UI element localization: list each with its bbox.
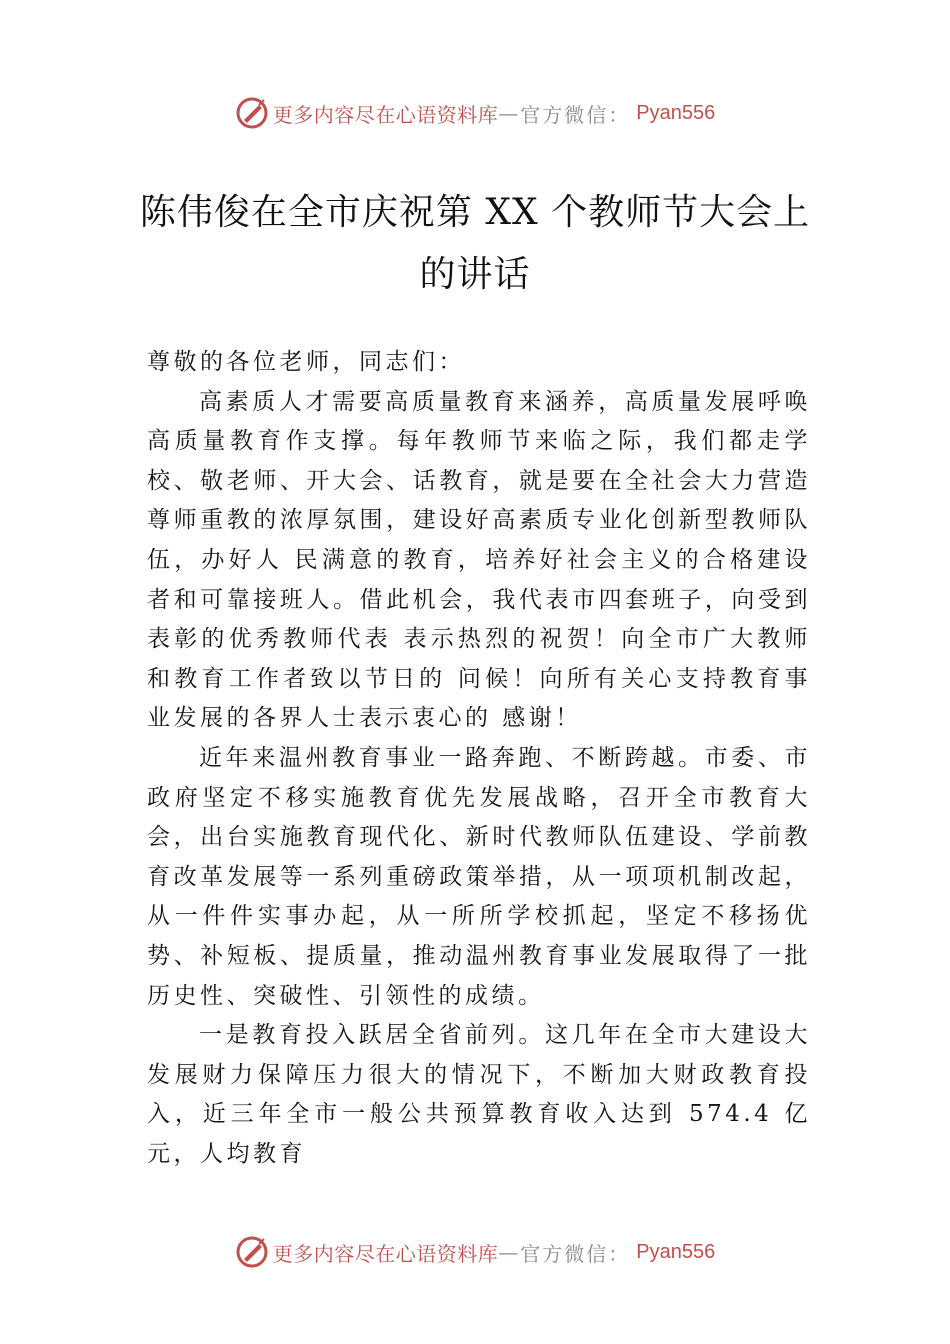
- paragraph: 一是教育投入跃居全省前列。这几年在全市大建设大发展财力保障压力很大的情况下，不断加大财政教育投入，近三年全市一般公共预算教育收入达到 574.4 亿元，人均教育: [147, 1022, 811, 1167]
- banner-wechat-id: Pyan556: [636, 101, 716, 124]
- banner-library-text: 更多内容尽在心语资料库: [272, 102, 499, 127]
- paragraph: 近年来温州教育事业一路奔跑、不断跨越。市委、市政府坚定不移实施教育优先发展战略，召开全市教育大会，出台实施教育现代化、新时代教师队伍建设、学前教育改革发展等一系列重磅政策举措，从一项项机制改起，从一件件实事办起，从一所所学校抓起，坚定不移扬优势、补短板、提质量，推动温州教育事业发展取得了一批历史性、突破性、引领性的成绩。: [147, 744, 811, 1009]
- salutation: 尊敬的各位老师，同志们：: [147, 349, 465, 375]
- title-line-2: 的讲话: [419, 254, 531, 295]
- quill-pen-seal-icon: [235, 96, 269, 130]
- banner-dash: —: [498, 1240, 521, 1264]
- banner-wechat-label: 官方微信：: [520, 102, 631, 127]
- quill-pen-seal-icon: [235, 1235, 269, 1269]
- banner-library-text: 更多内容尽在心语资料库: [272, 1241, 499, 1266]
- page-title: [0, 182, 950, 306]
- speech-body: [147, 343, 811, 1174]
- title-line-1: 陈伟俊在全市庆祝第 XX 个教师节大会上: [139, 192, 811, 233]
- paragraph: 高素质人才需要高质量教育来涵养，高质量发展呼唤高质量教育作支撑。每年教师节来临之际，我们都走学校、敬老师、开大会、话教育，就是要在全社会大力营造尊师重教的浓厚氛围，建设好高素质专业化创新型教师队伍，办好人 民满意的教育，培养好社会主义的合格建设者和可靠接班人。借此机会，我代表市四套班子，向受到表彰的优秀教师代表 表示热烈的祝贺！向全市广大教师和教育工作者致以节日的 问候！向所有关心支持教育事业发展的各界人士表示衷心的 感谢！: [147, 388, 811, 732]
- banner-wechat-id: Pyan556: [636, 1240, 716, 1263]
- top-banner: [0, 93, 950, 133]
- banner-dash: —: [498, 101, 521, 125]
- bottom-banner: [0, 1232, 950, 1272]
- banner-wechat-label: 官方微信：: [520, 1241, 631, 1266]
